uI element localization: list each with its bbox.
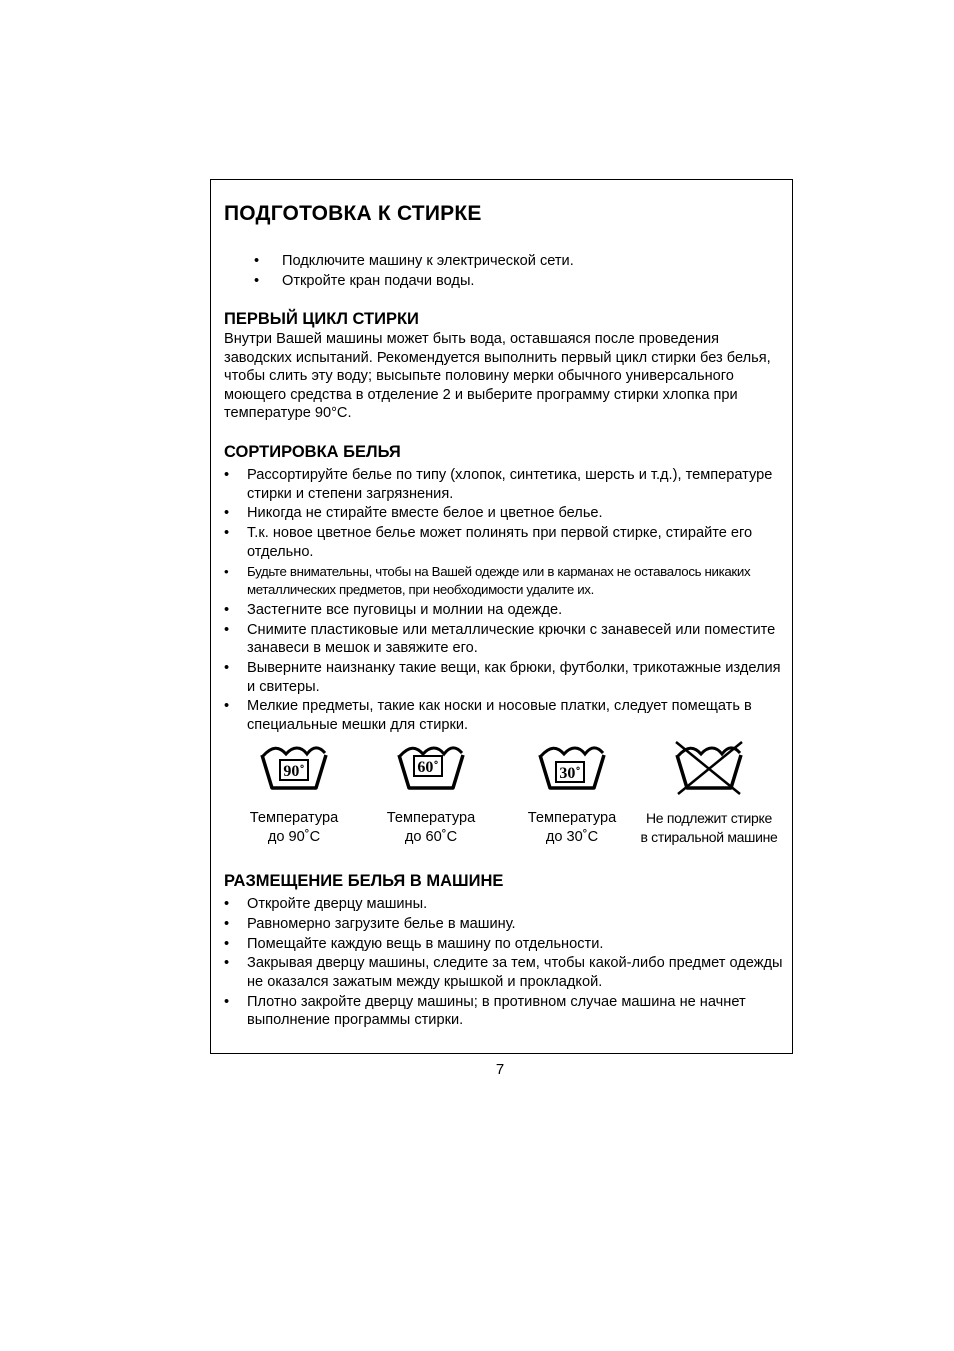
prep-list — [254, 252, 754, 292]
bullet: • — [254, 253, 260, 269]
symbol-caption: до 60˚С — [404, 828, 458, 845]
bullet: • — [224, 563, 229, 579]
symbol-caption: Не подлежит стирке — [646, 810, 772, 826]
bullet: • — [254, 273, 260, 290]
list-item: • Откройте дверцу машины. — [224, 896, 428, 912]
bullet: • — [224, 525, 230, 542]
bullet: • — [224, 660, 230, 677]
content-frame — [210, 179, 793, 1054]
wash-90-icon — [259, 740, 329, 796]
symbol-caption: Температура — [386, 810, 476, 826]
sorting-heading: СОРТИРОВКА БЕЛЬЯ — [224, 443, 401, 461]
bullet: • — [224, 601, 230, 618]
bullet: • — [224, 467, 230, 483]
symbol-60 — [361, 740, 501, 846]
list-item: • Выверните наизнанку такие вещи, как брюки, футболки, трикотажные изделия и свитеры. — [224, 660, 781, 695]
symbol-90 — [224, 740, 364, 846]
list-item: • Равномерно загрузите белье в машину. — [224, 915, 516, 932]
sorting-list — [224, 466, 784, 736]
page-number: 7 — [495, 1061, 505, 1078]
symbol-caption: Температура — [249, 810, 339, 826]
list-item: • Мелкие предметы, такие как носки и носовые платки, следует помещать в специальные мешки для стирки. — [224, 698, 752, 734]
symbol-no-wash — [639, 740, 779, 846]
no-machine-wash-icon — [674, 740, 744, 796]
list-item: • Плотно закройте дверцу машины; в противном случае машина не начнет выполнение программы стирки. — [224, 993, 746, 1029]
bullet: • — [224, 935, 230, 952]
list-item: • Помещайте каждую вещь в машину по отдельности. — [224, 935, 604, 952]
list-item: • Застегните все пуговицы и молнии на одежде. — [224, 601, 563, 618]
wash-60-icon — [396, 740, 466, 796]
bullet: • — [224, 698, 230, 715]
symbol-caption: Температура — [527, 810, 617, 826]
symbol-caption: до 30˚С — [545, 828, 599, 845]
bullet: • — [224, 993, 230, 1010]
symbol-30 — [502, 740, 642, 846]
symbol-caption: до 90˚С — [267, 828, 321, 845]
bullet: • — [224, 896, 230, 912]
bullet: • — [224, 915, 230, 932]
wash-symbols — [211, 740, 794, 860]
first-cycle-heading: ПЕРВЫЙ ЦИКЛ СТИРКИ — [224, 310, 419, 328]
list-item: • Снимите пластиковые или металлические крючки с занавесей или поместите занавеси в мешок и завяжите его. — [224, 621, 776, 657]
list-item: • Подключите машину к электрической сети. — [254, 253, 574, 269]
page-title: ПОДГОТОВКА К СТИРКЕ — [224, 202, 482, 225]
wash-30-icon — [537, 740, 607, 796]
list-item: • Никогда не стирайте вместе белое и цветное белье. — [224, 505, 603, 522]
svg-text:30˚: 30˚ — [559, 765, 581, 782]
bullet: • — [224, 955, 230, 972]
list-item: • Откройте кран подачи воды. — [254, 273, 475, 290]
placement-heading: РАЗМЕЩЕНИЕ БЕЛЬЯ В МАШИНЕ — [224, 872, 504, 890]
bullet: • — [224, 621, 230, 638]
symbol-caption: в стиральной машине — [640, 828, 778, 845]
svg-text:60˚: 60˚ — [417, 759, 439, 776]
svg-text:90˚: 90˚ — [283, 763, 305, 780]
list-item: • Т.к. новое цветное белье может полинять при первой стирке, стирайте его отдельно. — [224, 525, 753, 560]
list-item: • Будьте внимательны, чтобы на Вашей одежде или в карманах не оставалось никаких металлических предметов, при необходимости удалите их. — [224, 563, 751, 598]
placement-list — [224, 895, 784, 1031]
list-item: • Закрывая дверцу машины, следите за тем, чтобы какой-либо предмет одежды не оказался зажатым между крышкой и прокладкой. — [224, 955, 783, 990]
first-cycle-text: Внутри Вашей машины может быть вода, оставшаяся после проведения заводских испытаний. Рекомендуется выполнить первый цикл стирки без белья, чтобы слить эту воду; высыпьте половину мерки обычного универсального моющего средства в отделение 2 и выберите программу стирки хлопка при температуре 90°С. — [224, 331, 771, 422]
list-item: • Рассортируйте белье по типу (хлопок, синтетика, шерсть и т.д.), температуре стирки и степени загрязнения. — [224, 467, 773, 502]
bullet: • — [224, 505, 230, 522]
